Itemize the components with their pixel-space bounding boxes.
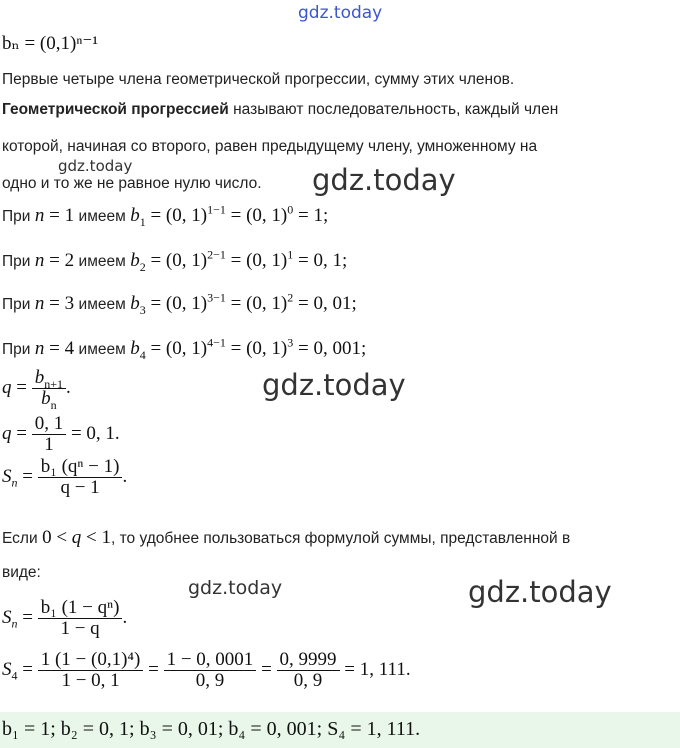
var-n: n xyxy=(34,293,45,314)
watermark-large: gdz.today xyxy=(262,368,406,402)
step-imeem: имеем xyxy=(78,341,126,358)
watermark-medium: gdz.today xyxy=(188,577,283,599)
step-n-value: 1 xyxy=(64,205,75,226)
step-n-value: 2 xyxy=(64,250,75,271)
definition-term: Геометрической прогрессией xyxy=(2,101,229,118)
s4-fraction-2: $\frac{1 - 0, 0001}{0, 9}$ xyxy=(164,650,257,691)
watermark-large: gdz.today xyxy=(468,575,612,609)
step-line-4: При n = 4 имеем $b_4 = (0$, 1)$^{4-1}$ = (0, 1)$^3$ = 0, 001; xyxy=(2,335,367,362)
step-formula: $b_3 = (0$, 1)$^{3-1}$ = (0, 1)$^2$ = 0, 01; xyxy=(130,290,357,317)
step-formula: $b_1 = (0$, 1)$^{1-1}$ = (0, 1)$^0$ = 1; xyxy=(130,202,329,229)
step-pri: При xyxy=(2,341,31,358)
var-n: n xyxy=(34,205,45,226)
condition-line-2: виде: xyxy=(2,564,41,581)
step-formula: $b_4 = (0$, 1)$^{4-1}$ = (0, 1)$^3$ = 0, 001; xyxy=(130,335,367,362)
step-pri: При xyxy=(2,253,31,270)
s4-fraction-3: $\frac{0, 9999}{0, 9}$ xyxy=(277,650,340,691)
step-n-value: 3 xyxy=(64,293,75,314)
watermark-small: gdz.today xyxy=(58,157,133,175)
q-formula: q = $\frac{b_{n+1}}{b_n}$ . xyxy=(2,367,71,412)
definition-text: называют последовательность, каждый член xyxy=(228,101,559,118)
s4-calc: $S_4$ = $\frac{\text{1 (1 − (0,1)⁴)}}{1 - 0, 1}$ = $\frac{1 - 0, 0001}{0, 9}$ = $\frac{0, 9999}{0, 9}$ = 1, 111. xyxy=(2,649,411,691)
condition-prefix: Если xyxy=(2,530,38,547)
definition-line-1 xyxy=(2,101,558,119)
condition-line-1 xyxy=(2,527,570,549)
condition-inequality: 0 < q < 1 xyxy=(42,527,112,548)
sum-fraction-2: $\frac{\text{b₁ (1 − qⁿ)}}{1 - q}$ xyxy=(38,598,123,639)
step-imeem: имеем xyxy=(78,208,126,225)
sum-formula-2: $S_n$ = $\frac{\text{b₁ (1 − qⁿ)}}{1 - q}$ . xyxy=(2,597,128,639)
step-n-value: 4 xyxy=(64,338,75,359)
step-formula: $b_2 = (0$, 1)$^{2-1}$ = (0, 1)$^1$ = 0, 1; xyxy=(130,247,348,274)
var-n: n xyxy=(34,338,45,359)
definition-line-3: одно и то же не равное нулю число. xyxy=(2,175,262,192)
task-text: Первые четыре члена геометрической прогрессии, сумму этих членов. xyxy=(2,71,515,88)
condition-suffix: , то удобнее пользоваться формулой суммы, представленной в xyxy=(111,530,571,547)
var-n: n xyxy=(34,250,45,271)
formula-bn: bₙ = (0,1)ⁿ⁻¹ xyxy=(2,33,99,54)
step-imeem: имеем xyxy=(78,253,126,270)
q-calc: q = $\frac{0, 1}{1}$ = 0, 1. xyxy=(2,413,120,455)
step-line-1: При n = 1 имеем $b_1 = (0$, 1)$^{1-1}$ = (0, 1)$^0$ = 1; xyxy=(2,202,329,229)
definition-line-2: которой, начиная со второго, равен предыдущему члену, умноженному на xyxy=(2,138,538,155)
sum-formula: $S_n$ = $\frac{\text{b₁ (qⁿ − 1)}}{q - 1}$ . xyxy=(2,456,128,498)
watermark-top: gdz.today xyxy=(298,3,383,23)
step-pri: При xyxy=(2,296,31,313)
answer-text: b₁ = 1; b₂ = 0, 1; b₃ = 0, 01; b₄ = 0, 001; S₄ = 1, 111. xyxy=(2,718,421,740)
answer-box xyxy=(0,712,680,748)
step-line-3: При n = 3 имеем $b_3 = (0$, 1)$^{3-1}$ = (0, 1)$^2$ = 0, 01; xyxy=(2,290,357,317)
watermark-large: gdz.today xyxy=(312,163,456,197)
q-fraction: $\frac{b_{n+1}}{b_n}$ xyxy=(32,368,66,409)
step-line-2: При n = 2 имеем $b_2 = (0$, 1)$^{2-1}$ = (0, 1)$^1$ = 0, 1; xyxy=(2,247,348,274)
s4-fraction-1: $\frac{\text{1 (1 − (0,1)⁴)}}{1 - 0, 1}$ xyxy=(38,650,144,691)
sum-fraction: $\frac{\text{b₁ (qⁿ − 1)}}{q - 1}$ xyxy=(38,457,123,498)
q-calc-fraction: $\frac{0, 1}{1}$ xyxy=(32,414,67,455)
step-imeem: имеем xyxy=(78,296,126,313)
step-pri: При xyxy=(2,208,31,225)
